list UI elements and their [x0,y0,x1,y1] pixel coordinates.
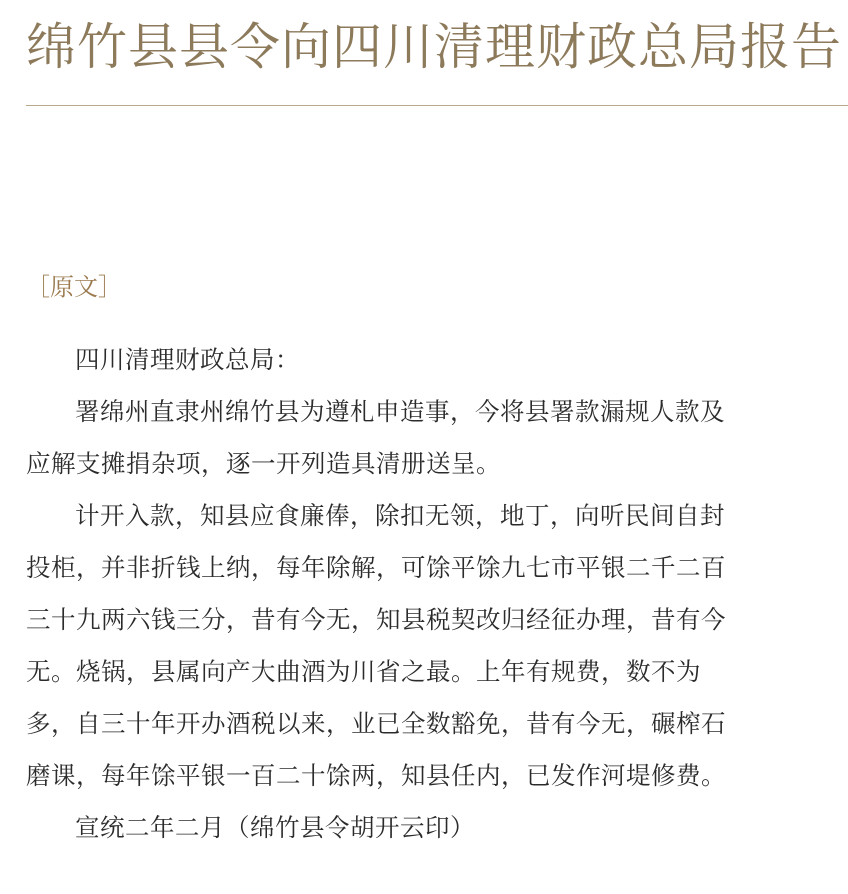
signature-date: 宣统二年二月（绵竹县令胡开云印） [75,813,475,842]
title-divider [26,105,848,106]
salutation: 四川清理财政总局： [75,345,300,374]
paragraph-intro: 署绵州直隶州绵竹县为遵札申造事，今将县署款漏规人款及应解支摊捐杂项，逐一开列造具清册送呈。 [26,397,725,478]
section-label-original-text: ［原文］ [26,273,122,301]
page-title: 绵竹县县令向四川清理财政总局报告 [26,18,842,76]
paragraph-details: 计开入款，知县应食廉俸，除扣无领，地丁，向听民间自封投柜，并非折钱上纳，每年除解，可馀平馀九七市平银二千二百三十九两六钱三分，昔有今无，知县税契改归经征办理，昔有今无。烧锅，县属向产大曲酒为川省之最。上年有规费，数不为多，自三十年开办酒税以来，业已全数豁免，昔有今无，碾榨石磨课，每年馀平银一百二十馀两，知县任内，已发作河堤修费。 [26,501,726,790]
document-body [26,334,738,854]
